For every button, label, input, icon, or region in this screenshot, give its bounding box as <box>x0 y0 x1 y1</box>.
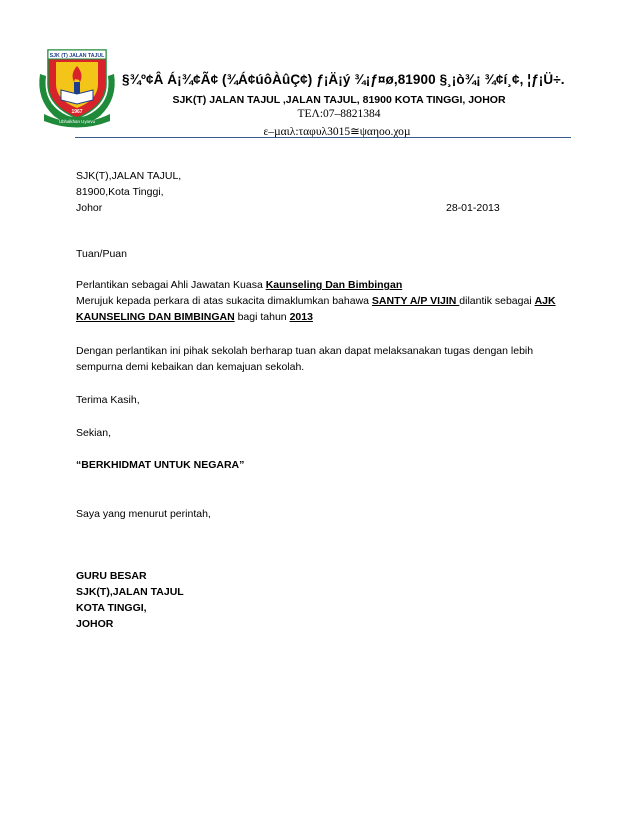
letterhead-title: §¾º¢Â Á¡¾¢Ã¢ (¾Á¢úôÀûÇ¢) ƒ¡Ä¡ý ¾¡ƒ¤ø,81900 §¸¡ò¾¡ ¾¢í¸¢, ¦ƒ¡Ü÷. <box>122 72 565 87</box>
paragraph-1-line-1 <box>76 293 556 309</box>
motto-line: “BERKHIDMAT UNTUK NEGARA” <box>76 459 245 471</box>
closing-line: Sekian, <box>76 427 112 439</box>
svg-text:Ubhalkhan Uyarvu: Ubhalkhan Uyarvu <box>58 119 96 124</box>
paragraph-1-line-2 <box>76 309 313 325</box>
subject-prefix: Perlantikan sebagai Ahli Jawatan Kuasa <box>76 279 266 291</box>
sign-off-line: Saya yang menurut perintah, <box>76 508 211 520</box>
svg-text:1967: 1967 <box>71 109 83 115</box>
letterhead-divider <box>75 137 571 138</box>
appointment-year: 2013 <box>289 311 313 323</box>
address-line-2: 81900,Kota Tinggi, <box>76 186 164 198</box>
paragraph-2-line-1: Dengan perlantikan ini pihak sekolah berharap tuan akan dapat melaksanakan tugas dengan lebih <box>76 345 534 357</box>
letterhead-school-address: SJK(T) JALAN TAJUL ,JALAN TAJUL, 81900 KOTA TINGGI, JOHOR <box>172 94 506 106</box>
address-line-3: Johor <box>76 202 103 214</box>
letterhead-email: ε–µαιλ:ταφυλ3015≅ψαηοο.χοµ <box>263 126 411 138</box>
letterhead-telephone: ΤΕΛ:07–8821384 <box>297 108 381 120</box>
signature-state: JOHOR <box>76 618 114 630</box>
address-line-1: SJK(T),JALAN TAJUL, <box>76 170 182 182</box>
svg-text:SJK (T) JALAN TAJUL: SJK (T) JALAN TAJUL <box>49 53 105 59</box>
signature-school: SJK(T),JALAN TAJUL <box>76 586 184 598</box>
para1-text-3: bagi tahun <box>234 311 290 323</box>
appointee-role-part-1: AJK <box>534 295 556 307</box>
letter-date: 28-01-2013 <box>446 202 500 214</box>
school-crest-logo <box>34 44 120 128</box>
subject-title: Kaunseling Dan Bimbingan <box>265 279 403 291</box>
signature-title: GURU BESAR <box>76 570 147 582</box>
appointee-role-part-2: KAUNSELING DAN BIMBINGAN <box>76 311 235 323</box>
para1-text-1: Merujuk kepada perkara di atas sukacita dimaklumkan bahawa <box>76 295 372 307</box>
signature-town: KOTA TINGGI, <box>76 602 147 614</box>
paragraph-2-line-2: sempurna demi kebaikan dan kemajuan sekolah. <box>76 361 305 373</box>
subject-line <box>76 277 402 293</box>
thanks-line: Terima Kasih, <box>76 394 140 406</box>
para1-text-2: dilantik sebagai <box>459 295 535 307</box>
salutation: Tuan/Puan <box>76 248 127 260</box>
appointee-name: SANTY A/P VIJIN <box>371 295 460 307</box>
